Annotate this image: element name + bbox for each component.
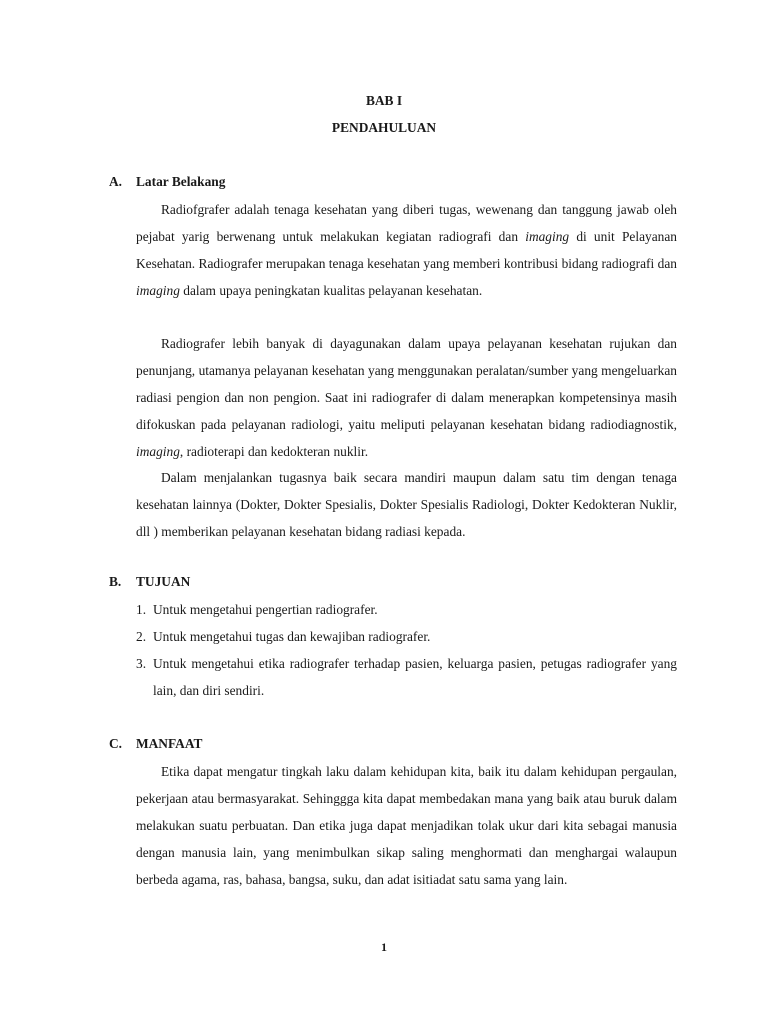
list-text: Untuk mengetahui etika radiografer terhadap pasien, keluarga pasien, petugas radiografer yang lain, dan diri sendiri. <box>153 656 677 698</box>
section-a-heading <box>109 174 225 190</box>
objectives-list <box>136 596 677 704</box>
list-number: 1. <box>136 602 147 617</box>
paragraph-text: Radiografer lebih banyak di dayagunakan dalam upaya pelayanan kesehatan rujukan dan penunjang, utamanya pelayanan kesehatan yang menggunakan peralatan/sumber yang mengeluarkan radiasi pengion dan non pengion. Saat ini radiografer di dalam menerapkan kompetensinya masih difokuskan pada pelayanan radiologi, yaitu meliputi pelayanan kesehatan bidang radiodiagnostik, <box>136 336 677 432</box>
paragraph-text: , radioterapi dan kedokteran nuklir. <box>179 444 369 459</box>
section-a-title: Latar Belakang <box>136 174 226 189</box>
page-number: 1 <box>381 940 387 954</box>
paragraph-text: dalam upaya peningkatan kualitas pelayanan kesehatan. <box>179 283 483 298</box>
chapter-title: PENDAHULUAN <box>331 120 437 135</box>
list-text: Untuk mengetahui tugas dan kewajiban radiografer. <box>153 629 431 644</box>
section-c-paragraph-1: Etika dapat mengatur tingkah laku dalam kehidupan kita, baik itu dalam kehidupan pergaulan, pekerjaan atau bermasyarakat. Sehinggga kita dapat membedakan mana yang baik atau buruk dalam melakukan suatu perbuatan. Dan etika juga dapat menjadikan tolak ukur dari kita sebagai manusia dengan manusia lain, yang menimbulkan sikap saling menghormati dan menghargai walaupun berbeda agama, ras, bahasa, bangsa, suku, dan adat isitiadat satu sama yang lain. <box>136 764 677 887</box>
section-a-paragraph-1 <box>136 196 677 304</box>
section-c-title: MANFAAT <box>136 736 203 751</box>
section-b-title: TUJUAN <box>136 574 191 589</box>
list-item <box>136 596 677 623</box>
italic-term: imaging <box>136 283 180 298</box>
italic-term: imaging <box>525 229 570 244</box>
section-c-heading <box>109 736 202 752</box>
section-a-paragraph-2 <box>136 330 677 465</box>
list-number: 3. <box>136 656 147 671</box>
paragraph-text: Radiofgrafer adalah tenaga kesehatan yang diberi tugas, wewenang dan tanggung jawab oleh pejabat yarig berwenang untuk melakukan kegiatan radiografi dan <box>136 202 677 244</box>
section-a-paragraph-3: Dalam menjalankan tugasnya baik secara mandiri maupun dalam satu tim dengan tenaga kesehatan lainnya (Dokter, Dokter Spesialis, Dokter Spesialis Radiologi, Dokter Kedokteran Nuklir, dll ) memberikan pelayanan kesehatan bidang radiasi kepada. <box>136 470 677 539</box>
paragraph-text: di unit Pelayanan Kesehatan. Radiografer merupakan tenaga kesehatan yang memberi kontribusi bidang radiografi dan <box>136 229 677 271</box>
chapter-label: BAB I <box>365 93 403 108</box>
list-text: Untuk mengetahui pengertian radiografer. <box>153 602 378 617</box>
list-item <box>136 650 677 704</box>
section-c-letter: C. <box>109 736 123 751</box>
section-b-heading <box>109 574 190 590</box>
section-a-letter: A. <box>109 174 123 189</box>
italic-term: imaging <box>136 444 180 459</box>
section-b-letter: B. <box>109 574 122 589</box>
list-item <box>136 623 677 650</box>
list-number: 2. <box>136 629 147 644</box>
